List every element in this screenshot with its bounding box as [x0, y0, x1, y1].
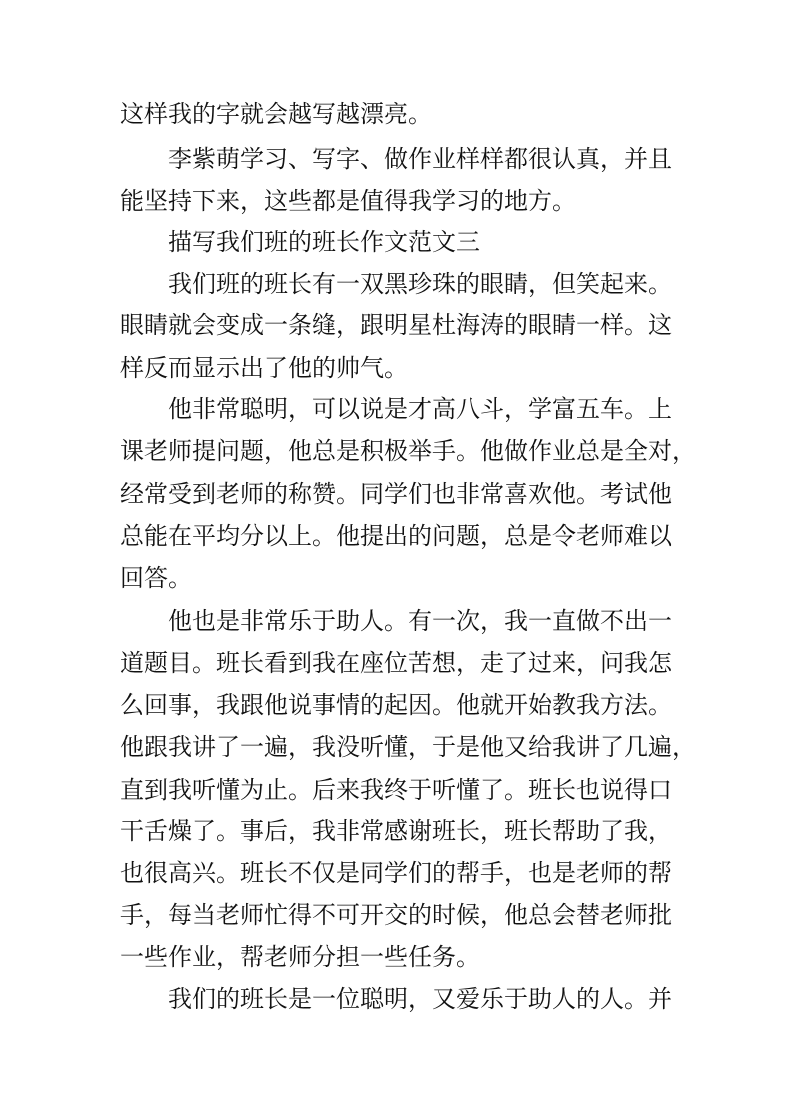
text-line: 我们的班长是一位聪明，又爱乐于助人的人。并	[168, 985, 672, 1013]
text-line: 经常受到老师的称赞。同学们也非常喜欢他。考试他	[120, 480, 672, 508]
text-line: 一些作业，帮老师分担一些任务。	[120, 943, 480, 971]
text-line: 他也是非常乐于助人。有一次，我一直做不出一	[168, 607, 672, 635]
text-line: 道题目。班长看到我在座位苦想，走了过来，问我怎	[120, 649, 672, 677]
text-line: 手，每当老师忙得不可开交的时候，他总会替老师批	[120, 901, 672, 929]
text-line: 我们班的班长有一双黑珍珠的眼睛，但笑起来。	[168, 270, 672, 298]
text-line: 么回事，我跟他说事情的起因。他就开始教我方法。	[120, 691, 672, 719]
text-line: 也很高兴。班长不仅是同学们的帮手，也是老师的帮	[120, 859, 672, 887]
text-line: 眼睛就会变成一条缝，跟明星杜海涛的眼睛一样。这	[120, 311, 672, 339]
text-line: 他跟我讲了一遍，我没听懂，于是他又给我讲了几遍，	[120, 733, 696, 761]
text-line: 这样我的字就会越写越漂亮。	[120, 100, 432, 128]
text-line: 能坚持下来，这些都是值得我学习的地方。	[120, 187, 576, 215]
text-line: 课老师提问题，他总是积极举手。他做作业总是全对，	[120, 437, 696, 465]
text-line: 回答。	[120, 564, 192, 592]
text-line: 干舌燥了。事后，我非常感谢班长，班长帮助了我，	[120, 817, 672, 845]
text-line: 他非常聪明，可以说是才高八斗，学富五车。上	[168, 395, 672, 423]
section-heading: 描写我们班的班长作文范文三	[168, 228, 480, 256]
text-line: 直到我听懂为止。后来我终于听懂了。班长也说得口	[120, 776, 672, 804]
text-line: 李紫萌学习、写字、做作业样样都很认真，并且	[168, 145, 672, 173]
text-line: 总能在平均分以上。他提出的问题，总是令老师难以	[120, 522, 672, 550]
text-line: 样反而显示出了他的帅气。	[120, 354, 408, 382]
